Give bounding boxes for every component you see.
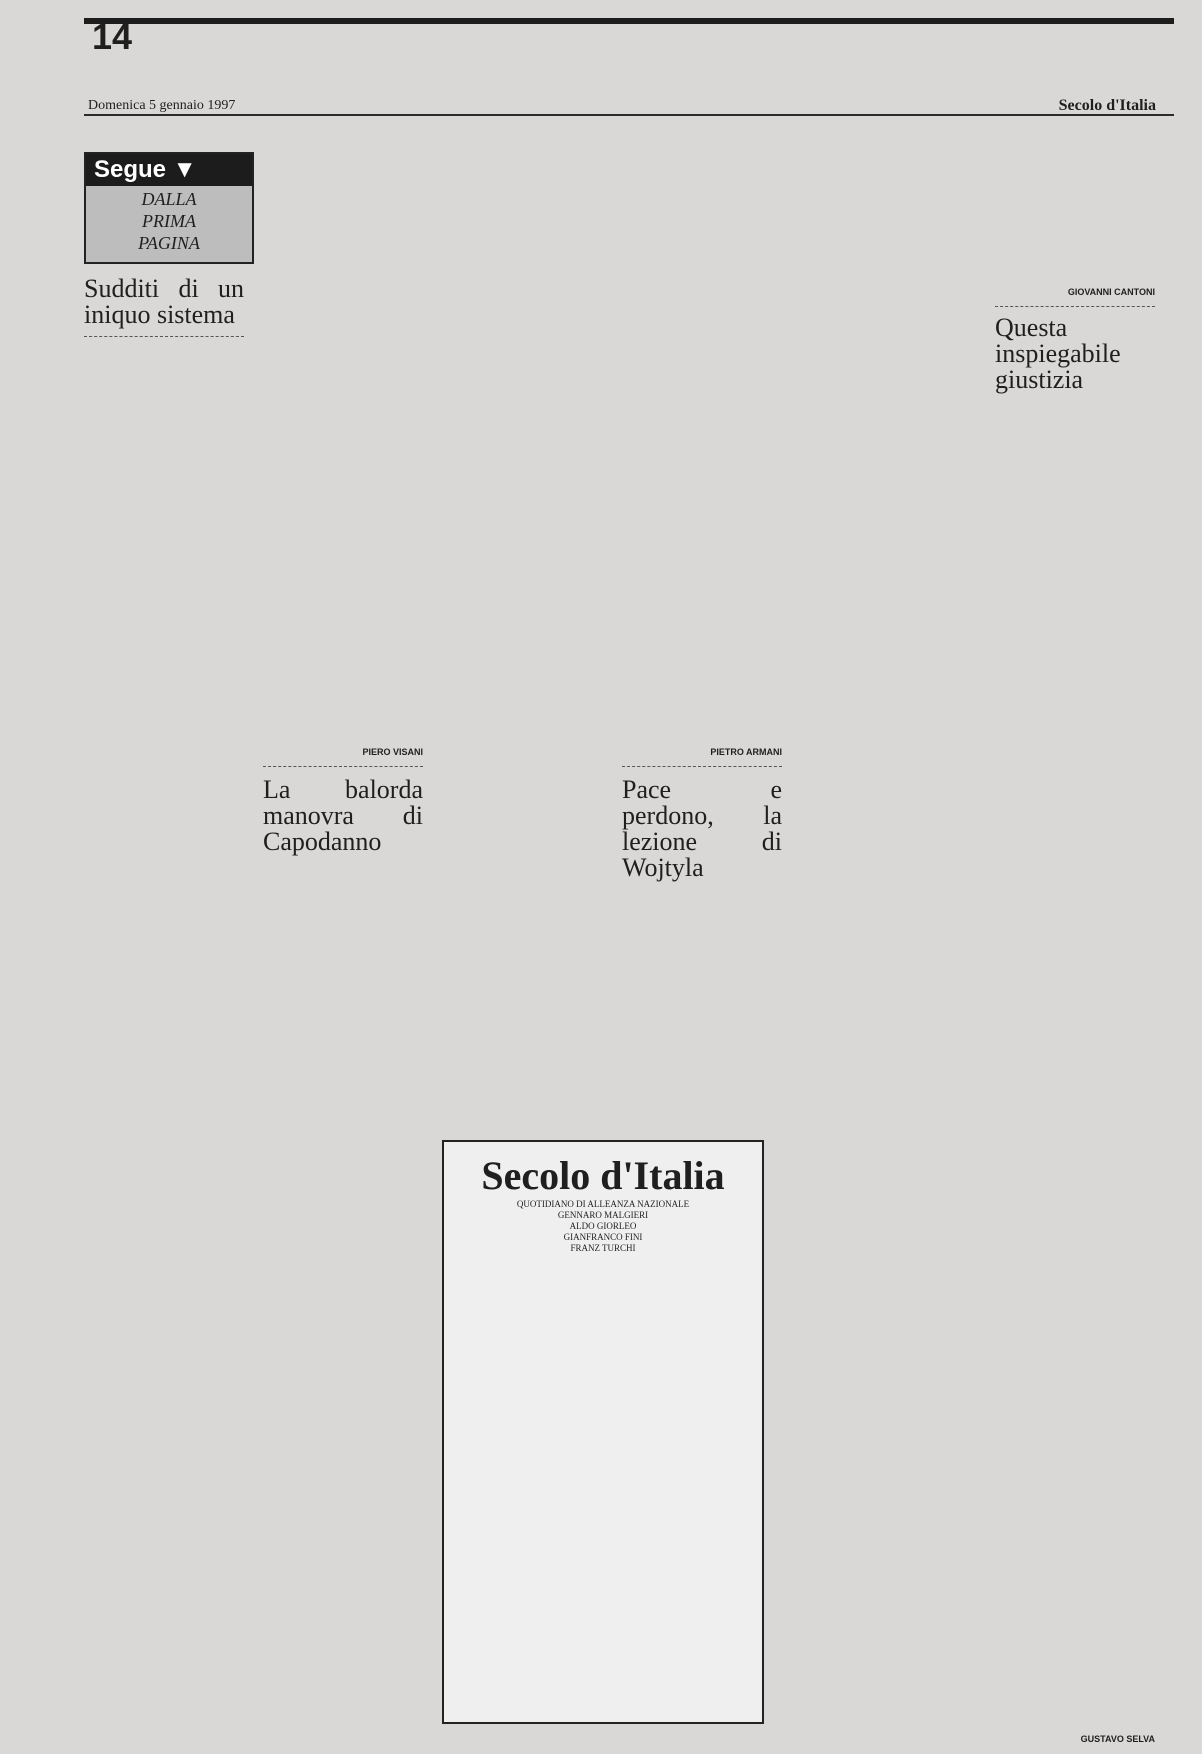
page-number: 14 bbox=[92, 16, 133, 57]
top-rule bbox=[84, 0, 1174, 24]
column-2 bbox=[263, 146, 423, 863]
article-2-author: PIETRO ARMANI bbox=[710, 747, 782, 757]
article-divider bbox=[622, 766, 782, 767]
segue-box bbox=[84, 152, 254, 264]
colophon-director: GENNARO MALGIERI bbox=[557, 1210, 649, 1220]
segue-line-1: DALLA bbox=[141, 189, 197, 209]
segue-label: Segue ▼ bbox=[86, 154, 252, 186]
article-4-title: Questa inspiegabile giustizia bbox=[995, 313, 1121, 395]
segue-line-2: PRIMA bbox=[142, 211, 196, 231]
article-divider bbox=[84, 336, 244, 337]
column-4 bbox=[622, 146, 782, 889]
colophon-brand: Secolo d'Italia bbox=[481, 1153, 725, 1198]
colophon-resp: ALDO GIORLEO bbox=[569, 1221, 637, 1231]
colophon-publisher: GIANFRANCO FINI bbox=[563, 1232, 643, 1242]
article-1-author: PIERO VISANI bbox=[362, 747, 423, 757]
article-divider bbox=[995, 306, 1155, 307]
article-1-title: Sudditi di un iniquo sistema bbox=[84, 274, 244, 329]
article-3-author: GIOVANNI CANTONI bbox=[1067, 287, 1155, 297]
article-3-title: Pace e perdono, la lezione di Wojtyla bbox=[622, 775, 782, 883]
column-6 bbox=[995, 146, 1155, 1745]
header-rule bbox=[84, 114, 1174, 116]
column-1 bbox=[84, 266, 244, 345]
date-line: Domenica 5 gennaio 1997 bbox=[88, 98, 236, 113]
colophon-founder: FRANZ TURCHI bbox=[570, 1243, 636, 1253]
article-2-title: La balorda manovra di Capodanno bbox=[263, 775, 423, 857]
colophon-box bbox=[442, 1140, 764, 1724]
article-4-author: GUSTAVO SELVA bbox=[1080, 1734, 1155, 1745]
segue-line-3: PAGINA bbox=[138, 233, 200, 253]
masthead-small: Secolo d'Italia bbox=[1058, 97, 1156, 114]
colophon-subtitle: QUOTIDIANO DI ALLEANZA NAZIONALE bbox=[516, 1199, 690, 1209]
article-divider bbox=[263, 766, 423, 767]
